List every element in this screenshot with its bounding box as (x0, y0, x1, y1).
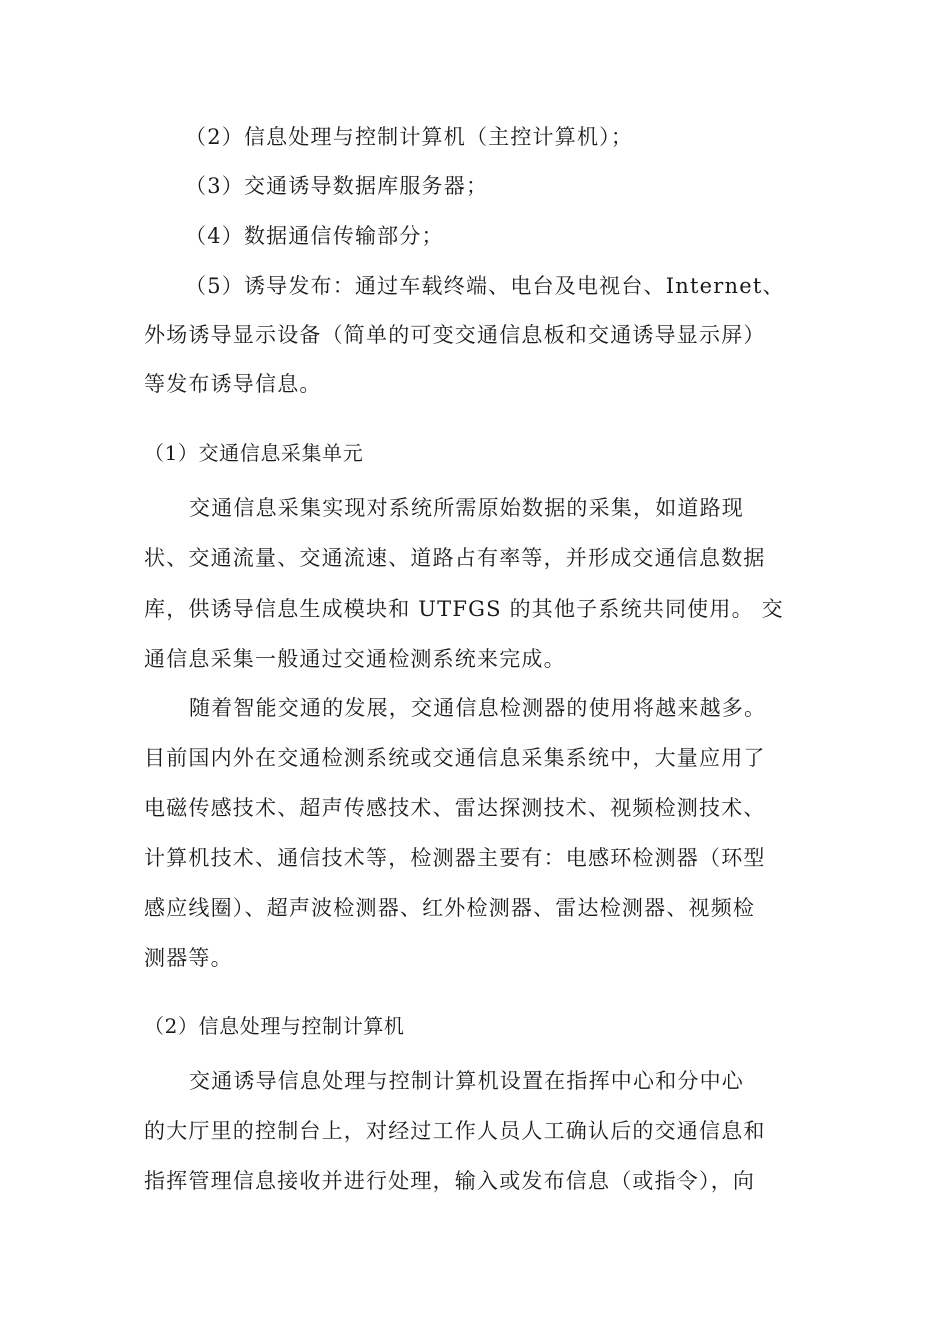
section2-para1-line-2: 的大厅里的控制台上，对经过工作人员人工确认后的交通信息和 (144, 1119, 766, 1143)
section-heading-1: （1）交通信息采集单元 (144, 441, 364, 465)
section-heading-2: （2）信息处理与控制计算机 (144, 1014, 405, 1038)
list-item-5-line-1: （5）诱导发布：通过车载终端、电台及电视台、Internet、 (185, 274, 785, 298)
section1-para2-line-1: 随着智能交通的发展，交通信息检测器的使用将越来越多。 (189, 696, 767, 720)
list-item-4: （4）数据通信传输部分； (185, 224, 444, 248)
section1-para2-line-6: 测器等。 (144, 946, 233, 970)
section1-para2-line-3: 电磁传感技术、超声传感技术、雷达探测技术、视频检测技术、 (144, 796, 766, 820)
section1-para1-line-1: 交通信息采集实现对系统所需原始数据的采集，如道路现 (189, 496, 744, 520)
section1-para2-line-5: 感应线圈）、超声波检测器、红外检测器、雷达检测器、视频检 (144, 896, 756, 920)
section1-para1-line-3: 库，供诱导信息生成模块和 UTFGS 的其他子系统共同使用。 交 (144, 597, 784, 621)
list-item-2: （2）信息处理与控制计算机（主控计算机）； (185, 125, 634, 149)
list-item-5-line-3: 等发布诱导信息。 (144, 372, 322, 396)
section1-para2-line-4: 计算机技术、通信技术等，检测器主要有：电感环检测器（环型 (144, 846, 766, 870)
section1-para1-line-4: 通信息采集一般通过交通检测系统来完成。 (144, 647, 566, 671)
list-item-3: （3）交通诱导数据库服务器； (185, 174, 489, 198)
section1-para2-line-2: 目前国内外在交通检测系统或交通信息采集系统中，大量应用了 (144, 746, 766, 770)
list-item-5-line-2: 外场诱导显示设备（简单的可变交通信息板和交通诱导显示屏） (144, 323, 766, 347)
section2-para1-line-3: 指挥管理信息接收并进行处理，输入或发布信息（或指令），向 (144, 1169, 756, 1193)
section1-para1-line-2: 状、交通流量、交通流速、道路占有率等，并形成交通信息数据 (144, 546, 766, 570)
section2-para1-line-1: 交通诱导信息处理与控制计算机设置在指挥中心和分中心 (189, 1069, 744, 1093)
